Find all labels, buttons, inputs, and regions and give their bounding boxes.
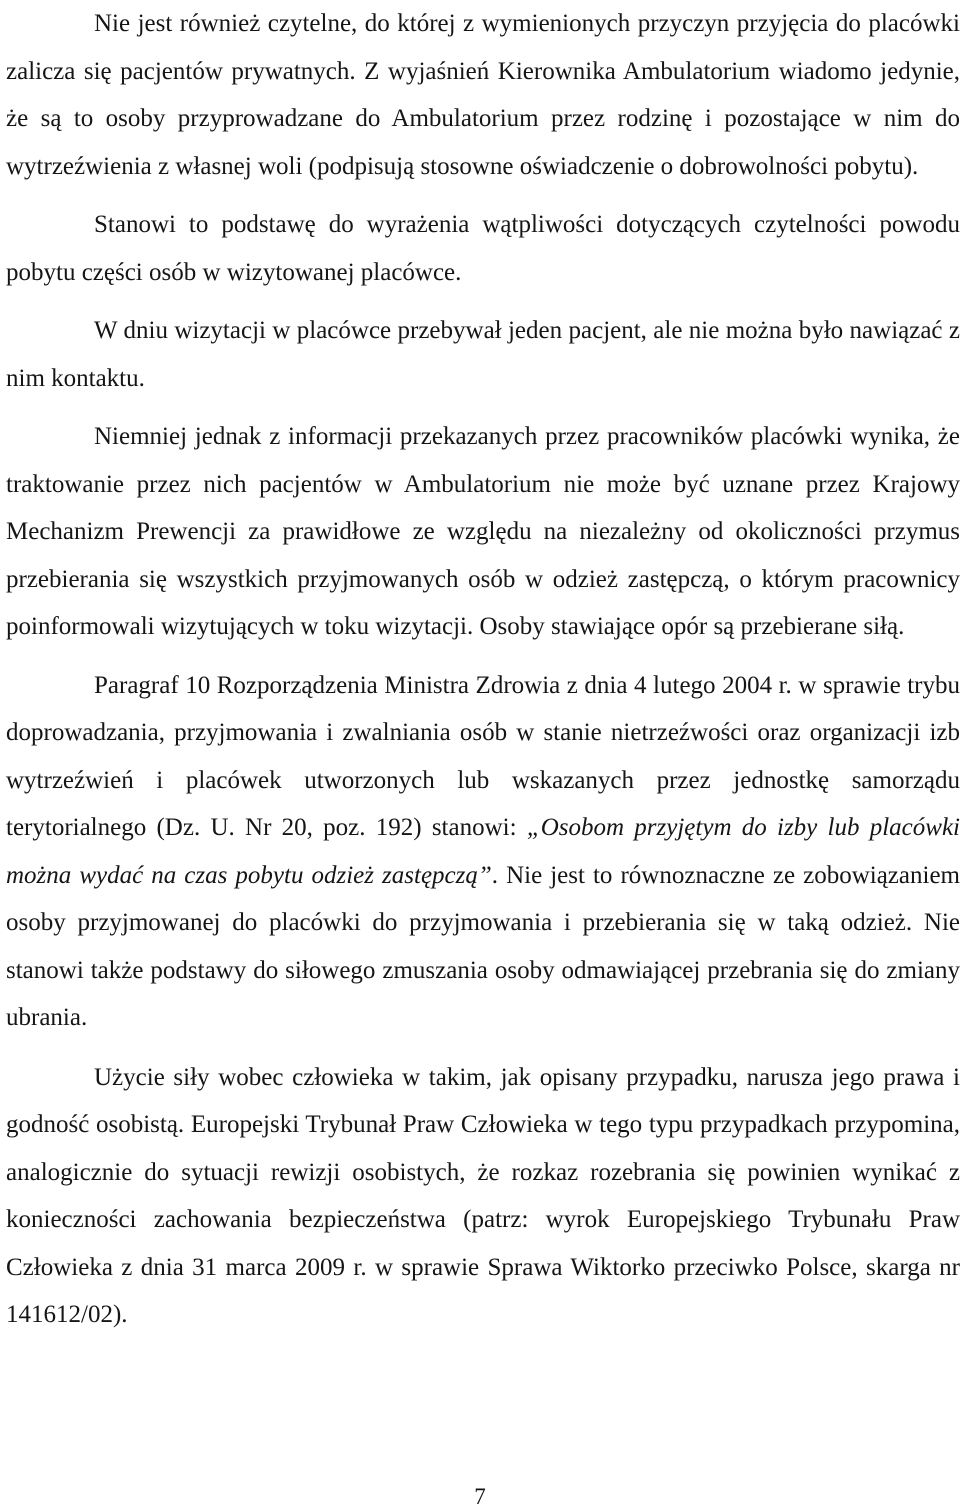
document-page <box>6 0 960 1339</box>
regulation-quote: „Osobom przyjętym do izby lub placówki można wydać na czas pobytu odzież zastępczą” <box>6 814 960 889</box>
paragraph-forced-change: Niemniej jednak z informacji przekazanych przez pracowników placówki wynika, że traktowanie przez nich pacjentów w Ambulatorium nie może być uznane przez Krajowy Mechanizm Prewencji za prawidłowe ze względu na niezależny od okoliczności przymus przebierania się wszystkich przyjmowanych osób w odzież zastępczą, o którym pracownicy poinformowali wizytujących w toku wizytacji. Osoby stawiające opór są przebierane siłą. <box>6 423 960 640</box>
paragraph-human-rights: Użycie siły wobec człowieka w takim, jak opisany przypadku, narusza jego prawa i godność osobistą. Europejski Trybunał Praw Człowieka w tego typu przypadkach przypomina, analogicznie do sytuacji rewizji osobistych, że rozkaz rozebrania się powinien wynikać z konieczności zachowania bezpieczeństwa (patrz: wyrok Europejskiego Trybunału Praw Człowieka z dnia 31 marca 2009 r. w sprawie Sprawa Wiktorko przeciwko Polsce, skarga nr 141612/02). <box>6 1063 960 1328</box>
paragraph-doubts: Stanowi to podstawę do wyrażenia wątpliwości dotyczących czytelności powodu pobytu części osób w wizytowanej placówce. <box>6 211 960 286</box>
regulation-tail-text: . Nie jest to równoznaczne ze zobowiązaniem osoby przyjmowanej do placówki do przyjmowania i przebierania się w taką odzież. Nie stanowi także podstawy do siłowego zmuszania osoby odmawiającej przebrania się do zmiany ubrania. <box>6 861 960 1031</box>
paragraph-private-patients: Nie jest również czytelne, do której z wymienionych przyczyn przyjęcia do placówki zalicza się pacjentów prywatnych. Z wyjaśnień Kierownika Ambulatorium wiadomo jedynie, że są to osoby przyprowadzane do Ambulatorium przez rodzinę i pozostające w nim do wytrzeźwienia z własnej woli (podpisują stosowne oświadczenie o dobrowolności pobytu). <box>6 10 960 180</box>
paragraph-visit-day: W dniu wizytacji w placówce przebywał jeden pacjent, ale nie można było nawiązać z nim kontaktu. <box>6 317 960 392</box>
regulation-lead-text: Paragraf 10 Rozporządzenia Ministra Zdrowia z dnia 4 lutego 2004 r. w sprawie trybu doprowadzania, przyjmowania i zwalniania osób w stanie nietrzeźwości oraz organizacji izb wytrzeźwień i placówek utworzonych lub wskazanych przez jednostkę samorządu terytorialnego (Dz. U. Nr 20, poz. 192) stanowi: <box>6 671 960 841</box>
page-number: 7 <box>474 1484 486 1509</box>
paragraph-regulation <box>6 662 960 1042</box>
